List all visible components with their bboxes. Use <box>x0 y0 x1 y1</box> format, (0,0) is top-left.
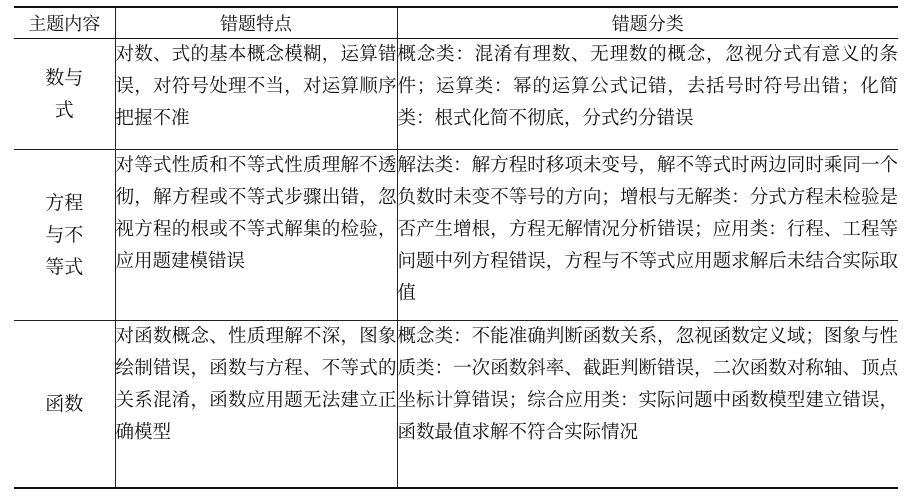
header-topic: 主题内容 <box>14 7 115 39</box>
header-categories: 错题分类 <box>397 7 898 39</box>
table-row <box>14 150 898 321</box>
row-topic: 函数 <box>14 321 115 489</box>
row-features: 对等式性质和不等式性质理解不透彻，解方程或不等式步骤出错，忽视方程的根或不等式解集的检验，应用题建模错误 <box>115 150 397 321</box>
error-classification-table <box>14 6 898 489</box>
row-features: 对数、式的基本概念模糊，运算错误，对符号处理不当，对运算顺序把握不准 <box>115 39 397 150</box>
row-topic: 方程与不等式 <box>14 150 115 321</box>
header-features: 错题特点 <box>115 7 397 39</box>
header-row <box>14 7 898 39</box>
row-topic: 数与式 <box>14 39 115 150</box>
row-categories: 概念类：混淆有理数、无理数的概念，忽视分式有意义的条件；运算类：幂的运算公式记错，去括号时符号出错；化简类：根式化简不彻底，分式约分错误 <box>397 39 898 150</box>
row-categories: 解法类：解方程时移项未变号，解不等式时两边同时乘同一个负数时未变不等号的方向；增根与无解类：分式方程未检验是否产生增根，方程无解情况分析错误；应用类：行程、工程等问题中列方程错误，方程与不等式应用题求解后未结合实际取值 <box>397 150 898 321</box>
row-features: 对函数概念、性质理解不深，图象绘制错误，函数与方程、不等式的关系混淆，函数应用题无法建立正确模型 <box>115 321 397 489</box>
table-row <box>14 39 898 150</box>
row-categories: 概念类：不能准确判断函数关系，忽视函数定义域；图象与性质类：一次函数斜率、截距判断错误，二次函数对称轴、顶点坐标计算错误；综合应用类：实际问题中函数模型建立错误，函数最值求解不符合实际情况 <box>397 321 898 489</box>
table-row <box>14 321 898 489</box>
